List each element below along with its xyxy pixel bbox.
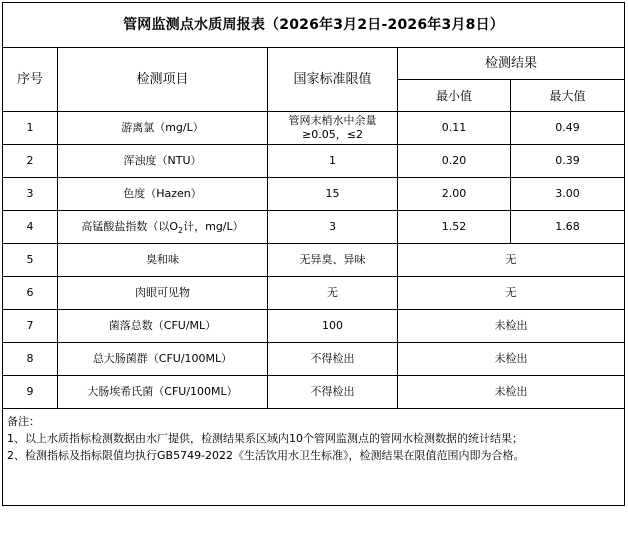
table-row — [3, 310, 625, 343]
row-max: 0.49 — [511, 112, 625, 145]
table-row — [3, 211, 625, 244]
water-quality-table — [2, 2, 625, 506]
title-row — [3, 3, 625, 48]
row-max: 1.68 — [511, 211, 625, 244]
row-seq: 5 — [3, 244, 58, 277]
row-item: 臭和味 — [58, 244, 268, 277]
row-standard: 1 — [268, 145, 398, 178]
row-item-prefix: 高锰酸盐指数（以O — [81, 220, 179, 233]
header-row-top — [3, 48, 625, 80]
row-seq: 4 — [3, 211, 58, 244]
row-result: 未检出 — [398, 376, 625, 409]
row-min: 0.11 — [398, 112, 511, 145]
notes-line-1: 1、以上水质指标检测数据由水厂提供，检测结果系区域内10个管网监测点的管网水检测数据的统计结果； — [7, 432, 523, 445]
row-standard: 3 — [268, 211, 398, 244]
table-row — [3, 112, 625, 145]
row-seq: 8 — [3, 343, 58, 376]
notes-line-2: 2、检测指标及指标限值均执行GB5749-2022《生活饮用水卫生标准》，检测结果在限值范围内即为合格。 — [7, 449, 525, 462]
row-result: 未检出 — [398, 310, 625, 343]
row-item-suffix: 计，mg/L） — [183, 220, 244, 233]
row-standard: 不得检出 — [268, 343, 398, 376]
row-standard: 15 — [268, 178, 398, 211]
row-standard: 无异臭、异味 — [268, 244, 398, 277]
row-seq: 2 — [3, 145, 58, 178]
row-seq: 9 — [3, 376, 58, 409]
table-row — [3, 178, 625, 211]
notes-label: 备注： — [7, 415, 40, 428]
table-row — [3, 277, 625, 310]
header-seq: 序号 — [3, 48, 58, 112]
report-title: 管网监测点水质周报表（2026年3月2日-2026年3月8日） — [3, 3, 625, 48]
row-item: 浑浊度（NTU） — [58, 145, 268, 178]
table-row — [3, 244, 625, 277]
row-seq: 1 — [3, 112, 58, 145]
row-min: 0.20 — [398, 145, 511, 178]
row-seq: 3 — [3, 178, 58, 211]
row-result: 未检出 — [398, 343, 625, 376]
row-max: 3.00 — [511, 178, 625, 211]
row-standard: 100 — [268, 310, 398, 343]
row-result: 无 — [398, 244, 625, 277]
row-item: 游离氯（mg/L） — [58, 112, 268, 145]
header-max: 最大值 — [511, 80, 625, 112]
header-standard: 国家标准限值 — [268, 48, 398, 112]
row-standard: 无 — [268, 277, 398, 310]
row-item: 色度（Hazen） — [58, 178, 268, 211]
row-seq: 6 — [3, 277, 58, 310]
row-min: 2.00 — [398, 178, 511, 211]
row-standard: 管网末梢水中余量≥0.05，≤2 — [268, 112, 398, 145]
header-min: 最小值 — [398, 80, 511, 112]
row-item: 肉眼可见物 — [58, 277, 268, 310]
table-row — [3, 376, 625, 409]
row-seq: 7 — [3, 310, 58, 343]
header-item: 检测项目 — [58, 48, 268, 112]
row-result: 无 — [398, 277, 625, 310]
table-row — [3, 145, 625, 178]
row-max: 0.39 — [511, 145, 625, 178]
header-result: 检测结果 — [398, 48, 625, 80]
row-standard: 不得检出 — [268, 376, 398, 409]
notes-cell — [3, 409, 625, 506]
row-item — [58, 211, 268, 244]
row-min: 1.52 — [398, 211, 511, 244]
row-item-subscript: 2 — [178, 226, 184, 236]
table-row — [3, 343, 625, 376]
notes-row — [3, 409, 625, 506]
row-item: 总大肠菌群（CFU/100ML） — [58, 343, 268, 376]
row-item: 菌落总数（CFU/ML） — [58, 310, 268, 343]
row-item: 大肠埃希氏菌（CFU/100ML） — [58, 376, 268, 409]
